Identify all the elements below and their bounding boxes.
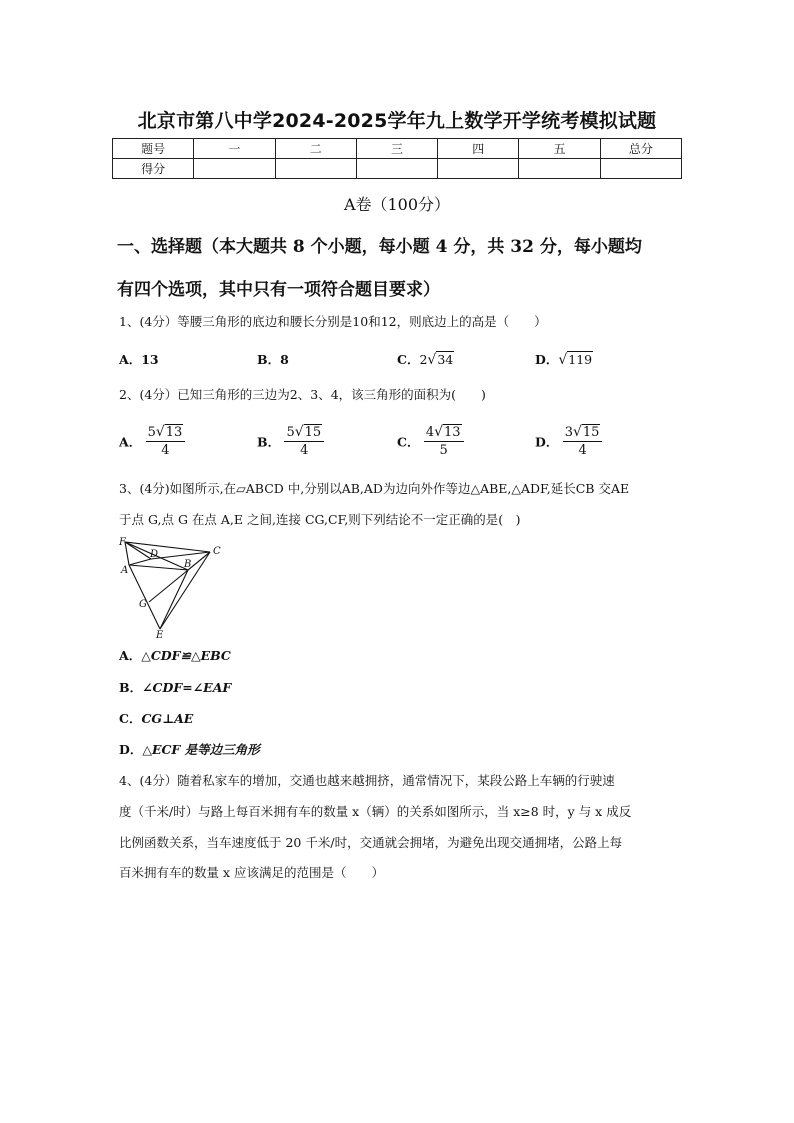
q1-option-d[interactable] <box>535 350 593 368</box>
denominator: 4 <box>161 443 170 458</box>
radicand: 13 <box>165 425 183 440</box>
section-a-heading: A卷（100分） <box>343 195 451 214</box>
denominator: 4 <box>300 443 309 458</box>
part1-heading-line1: 一、选择题（本大题共 8 个小题，每小题 4 分，共 32 分，每小题均 <box>117 237 642 257</box>
segment-dc <box>151 552 210 559</box>
sqrt-icon: √ <box>434 424 444 440</box>
option-label: B． <box>257 434 281 450</box>
figure-lines <box>125 542 210 629</box>
question-4-line2: 度（千米/时）与路上每百米拥有车的数量 x（辆）的关系如图所示，当 x≥8 时，y 与 x 成反 <box>119 804 632 819</box>
score-cell[interactable] <box>438 159 519 179</box>
radicand: 119 <box>568 352 593 367</box>
q1-option-b[interactable] <box>257 350 289 368</box>
option-value: 13 <box>141 352 159 367</box>
coef: 4 <box>425 425 435 440</box>
q3-option-b[interactable] <box>119 678 231 696</box>
label-g: G <box>139 599 147 610</box>
score-header-cell: 题号 <box>113 139 194 159</box>
label-f: F <box>119 537 126 548</box>
option-label: D． <box>119 742 143 757</box>
segment-ad <box>129 559 151 565</box>
denominator: 4 <box>578 443 587 458</box>
question-3-line1: 3、(4分)如图所示,在▱ABCD 中,分别以AB,AD为边向外作等边△ABE,△ADF,延长CB 交AE <box>119 481 630 496</box>
score-table <box>112 138 682 179</box>
option-text: △ECF 是等边三角形 <box>142 742 260 757</box>
option-coef: 2 <box>419 352 428 367</box>
sqrt-icon: √ <box>558 352 568 368</box>
radicand: 15 <box>304 425 322 440</box>
radicand: 15 <box>582 425 600 440</box>
exam-title: 北京市第八中学2024-2025学年九上数学开学统考模拟试题 <box>137 110 657 132</box>
sqrt-icon: √ <box>155 424 165 440</box>
geometry-figure <box>118 537 228 639</box>
score-cell[interactable] <box>356 159 437 179</box>
question-3-line2: 于点 G,点 G 在点 A,E 之间,连接 CG,CF,则下列结论不一定正确的是( ) <box>119 512 521 527</box>
option-label: D． <box>535 352 559 367</box>
label-a: A <box>121 565 129 576</box>
label-c: C <box>213 546 221 557</box>
part1-heading-line2: 有四个选项，其中只有一项符合题目要求） <box>117 280 440 300</box>
sqrt-icon: √ <box>294 424 304 440</box>
score-row-label: 得分 <box>113 159 194 179</box>
fraction <box>563 424 603 459</box>
q3-option-a[interactable] <box>119 646 231 664</box>
score-cell[interactable] <box>275 159 356 179</box>
option-label: D． <box>535 434 559 450</box>
option-text: ∠CDF=∠EAF <box>142 680 232 695</box>
score-cell[interactable] <box>600 159 681 179</box>
score-table-header-row <box>113 139 682 159</box>
option-label: A． <box>119 648 142 663</box>
coef: 5 <box>286 425 295 440</box>
score-cell[interactable] <box>519 159 600 179</box>
question-2-text: 2、(4分）已知三角形的三边为2、3、4，该三角形的面积为( ) <box>119 387 486 402</box>
option-label: A． <box>119 434 142 450</box>
label-e: E <box>156 630 164 639</box>
segment-be <box>160 570 188 629</box>
option-text: △CDF≌△EBC <box>141 648 231 663</box>
option-label: C． <box>119 711 142 726</box>
sqrt-icon: √ <box>427 352 437 368</box>
segment-cg <box>149 552 210 602</box>
radicand: 34 <box>437 352 454 367</box>
option-label: C． <box>397 434 420 450</box>
coef: 3 <box>564 425 573 440</box>
fraction <box>146 424 186 459</box>
fraction <box>284 424 324 459</box>
score-header-cell: 一 <box>194 139 275 159</box>
q2-option-d[interactable] <box>535 424 602 459</box>
question-4-line3: 比例函数关系，当车速度低于 20 千米/时，交通就会拥堵，为避免出现交通拥堵，公路上每 <box>119 835 623 850</box>
score-header-cell: 五 <box>519 139 600 159</box>
q1-option-c[interactable] <box>397 350 454 368</box>
score-header-cell: 三 <box>356 139 437 159</box>
score-cell[interactable] <box>194 159 275 179</box>
radicand: 13 <box>444 425 461 440</box>
score-header-cell: 二 <box>275 139 356 159</box>
q3-option-c[interactable] <box>119 709 193 727</box>
q2-option-a[interactable] <box>119 424 185 459</box>
question-4-line4: 百米拥有车的数量 x 应该满足的范围是（ ） <box>119 865 384 880</box>
label-b: B <box>184 559 192 570</box>
question-4-line1: 4、(4分）随着私家车的增加，交通也越来越拥挤，通常情况下，某段公路上车辆的行驶速 <box>119 773 615 788</box>
option-label: B． <box>119 680 143 695</box>
label-d: D <box>150 549 159 560</box>
score-header-cell: 总分 <box>600 139 681 159</box>
option-value: 8 <box>280 352 289 367</box>
denominator: 5 <box>439 443 448 458</box>
option-label: A． <box>119 352 142 367</box>
q3-option-d[interactable] <box>119 740 260 758</box>
fraction <box>424 424 464 459</box>
option-text: CG⊥AE <box>141 711 194 726</box>
sqrt-icon: √ <box>572 424 582 440</box>
score-table-row <box>113 159 682 179</box>
q2-option-c[interactable] <box>397 424 464 459</box>
q2-option-b[interactable] <box>257 424 324 459</box>
q1-option-a[interactable] <box>119 350 159 368</box>
question-1-text: 1、(4分）等腰三角形的底边和腰长分别是10和12，则底边上的高是（ ） <box>119 314 547 329</box>
option-label: C． <box>397 352 420 367</box>
score-header-cell: 四 <box>438 139 519 159</box>
option-label: B． <box>257 352 281 367</box>
coef: 5 <box>147 425 156 440</box>
